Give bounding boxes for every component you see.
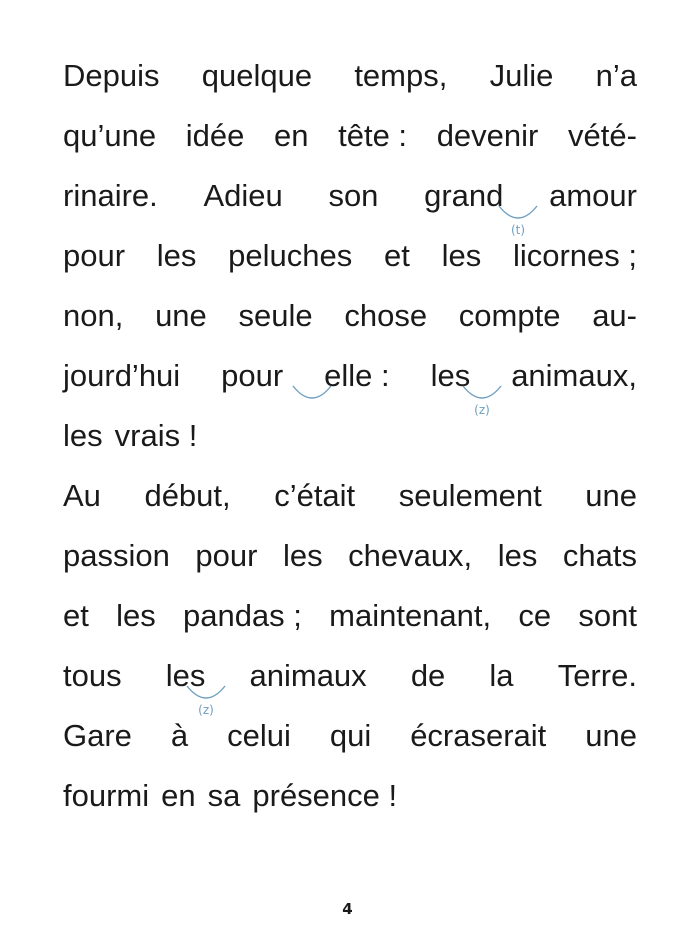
word: Au: [63, 478, 101, 513]
word: pour: [195, 538, 258, 573]
word: pour: [221, 358, 284, 393]
word: au-: [592, 298, 637, 333]
liaison-marker-pour-elle: [290, 384, 334, 424]
word: peluches: [228, 238, 353, 273]
word: en: [273, 118, 309, 153]
word: n’a: [595, 58, 637, 93]
text-line: [63, 238, 637, 274]
word: les: [441, 238, 482, 273]
word: maintenant,: [329, 598, 492, 633]
word: les: [116, 598, 156, 633]
text-line: [63, 358, 637, 394]
word: pandas ;: [182, 598, 302, 633]
word: sa: [207, 778, 241, 813]
word: grand: [424, 178, 504, 213]
word: les: [430, 358, 471, 393]
word: les: [156, 238, 197, 273]
word: présence !: [252, 778, 398, 813]
word: animaux: [249, 658, 367, 693]
word: Julie: [489, 58, 554, 93]
word: seule: [238, 298, 313, 333]
text-line: [63, 478, 637, 514]
word: les: [63, 418, 103, 453]
word: écraserait: [410, 718, 547, 753]
word: chevaux,: [348, 538, 473, 573]
word: ce: [518, 598, 552, 633]
word: qui: [329, 718, 372, 753]
word: chose: [344, 298, 428, 333]
liaison-mark: (z): [474, 403, 490, 417]
text-line: [63, 178, 637, 214]
liaison-marker-les-animaux-2: [184, 684, 228, 724]
word: chats: [562, 538, 637, 573]
word: passion: [63, 538, 170, 573]
liaison-marker-les-animaux: [460, 384, 504, 424]
word: quelque: [201, 58, 313, 93]
word: licornes ;: [512, 238, 637, 273]
word: seulement: [398, 478, 542, 513]
word: tête :: [338, 118, 408, 153]
word: compte: [458, 298, 561, 333]
word: idée: [185, 118, 245, 153]
word: en: [161, 778, 196, 813]
word: les: [497, 538, 538, 573]
text-line: [63, 538, 637, 574]
text-line: [63, 718, 637, 754]
word: amour: [549, 178, 637, 213]
word: la: [489, 658, 514, 693]
text-line: [63, 58, 637, 94]
liaison-arc-icon: [290, 384, 334, 404]
word: son: [328, 178, 379, 213]
text-line: [63, 298, 637, 334]
word: une: [155, 298, 207, 333]
liaison-arc-icon: [184, 684, 228, 704]
word: qu’une: [63, 118, 157, 153]
liaison-arc-icon: [496, 204, 540, 224]
word: Terre.: [557, 658, 637, 693]
word: Adieu: [203, 178, 283, 213]
word: vrais !: [114, 418, 198, 453]
word: celui: [227, 718, 291, 753]
liaison-mark: (t): [510, 223, 526, 237]
liaison-arc-icon: [460, 384, 504, 404]
word: et: [383, 238, 410, 273]
word: non,: [63, 298, 124, 333]
word: jourd’hui: [63, 358, 181, 393]
word: et: [63, 598, 89, 633]
word: une: [585, 478, 637, 513]
word: Depuis: [63, 58, 160, 93]
text-line: [63, 658, 637, 694]
word: sont: [578, 598, 637, 633]
liaison-marker-grand-amour: [496, 204, 540, 244]
word: temps,: [354, 58, 448, 93]
word: animaux,: [511, 358, 637, 393]
word: début,: [144, 478, 231, 513]
word: devenir: [436, 118, 539, 153]
text-line: [63, 118, 637, 154]
word: elle :: [324, 358, 390, 393]
word: vété-: [568, 118, 637, 153]
page-number: 4: [342, 900, 353, 918]
word: les: [282, 538, 323, 573]
text-line: [63, 598, 637, 634]
word: tous: [63, 658, 122, 693]
word: fourmi: [63, 778, 150, 813]
word: pour: [63, 238, 126, 273]
word: à: [170, 718, 189, 753]
word: rinaire.: [63, 178, 158, 213]
liaison-mark: (z): [198, 703, 214, 717]
word: Gare: [63, 718, 132, 753]
word: une: [585, 718, 637, 753]
word: les: [165, 658, 206, 693]
text-line: [63, 418, 637, 454]
word: c’était: [274, 478, 356, 513]
text-line: [63, 778, 637, 814]
word: de: [410, 658, 446, 693]
